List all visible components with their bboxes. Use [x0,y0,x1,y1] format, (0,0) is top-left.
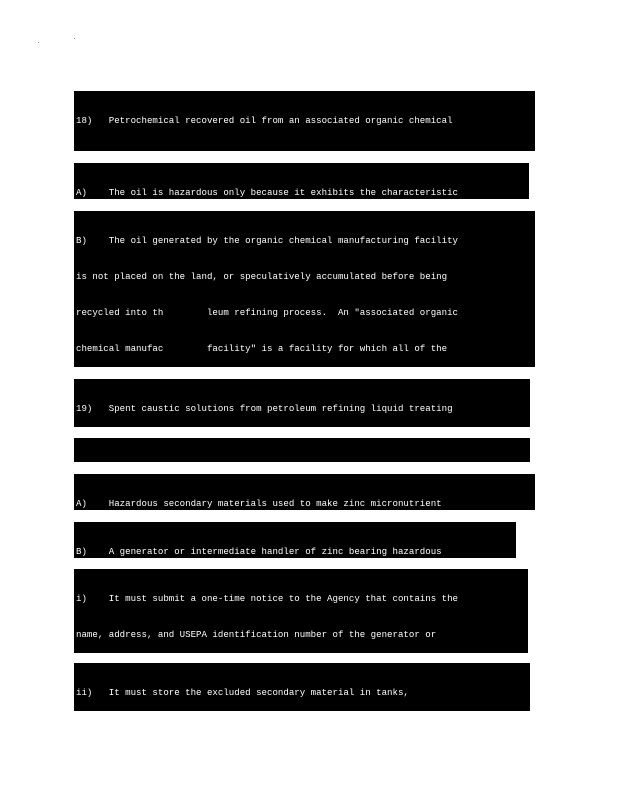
paragraph-18-b [74,211,535,367]
text-line: A) Hazardous secondary materials used to make zinc micronutrient [76,498,442,509]
paragraph-20-b-i [74,569,528,653]
text-line: is not placed on the land, or speculatively accumulated before being [76,271,448,282]
text-line: B) The oil generated by the organic chemical manufacturing facility [76,235,458,246]
text-line: B) A generator or intermediate handler of zinc bearing hazardous [76,546,442,557]
text-line: A) The oil is hazardous only because it exhibits the characteristic [76,187,458,198]
paragraph-18-a [74,163,529,199]
paragraph-19 [74,379,530,427]
paragraph-20 [74,438,530,462]
paragraph-20-b-ii [74,663,530,711]
text-line: name, address, and USEPA identification number of the generator or [76,629,437,640]
text-line: chemical manufac facility" is a facility for which all of the [76,343,448,354]
text-line: ii) It must store the excluded secondary material in tanks, [76,687,409,698]
paragraph-20-b [74,522,516,558]
text-line: i) It must submit a one-time notice to the Agency that contains the [76,593,458,604]
paragraph-20-a [74,474,535,510]
scan-speck [38,42,39,43]
scan-speck [74,38,75,39]
text-line: 18) Petrochemical recovered oil from an associated organic chemical [76,115,453,126]
paragraph-18 [74,91,535,151]
text-line: recycled into th leum refining process. An "associated organic [76,307,458,318]
text-line: 19) Spent caustic solutions from petroleum refining liquid treating [76,403,453,414]
